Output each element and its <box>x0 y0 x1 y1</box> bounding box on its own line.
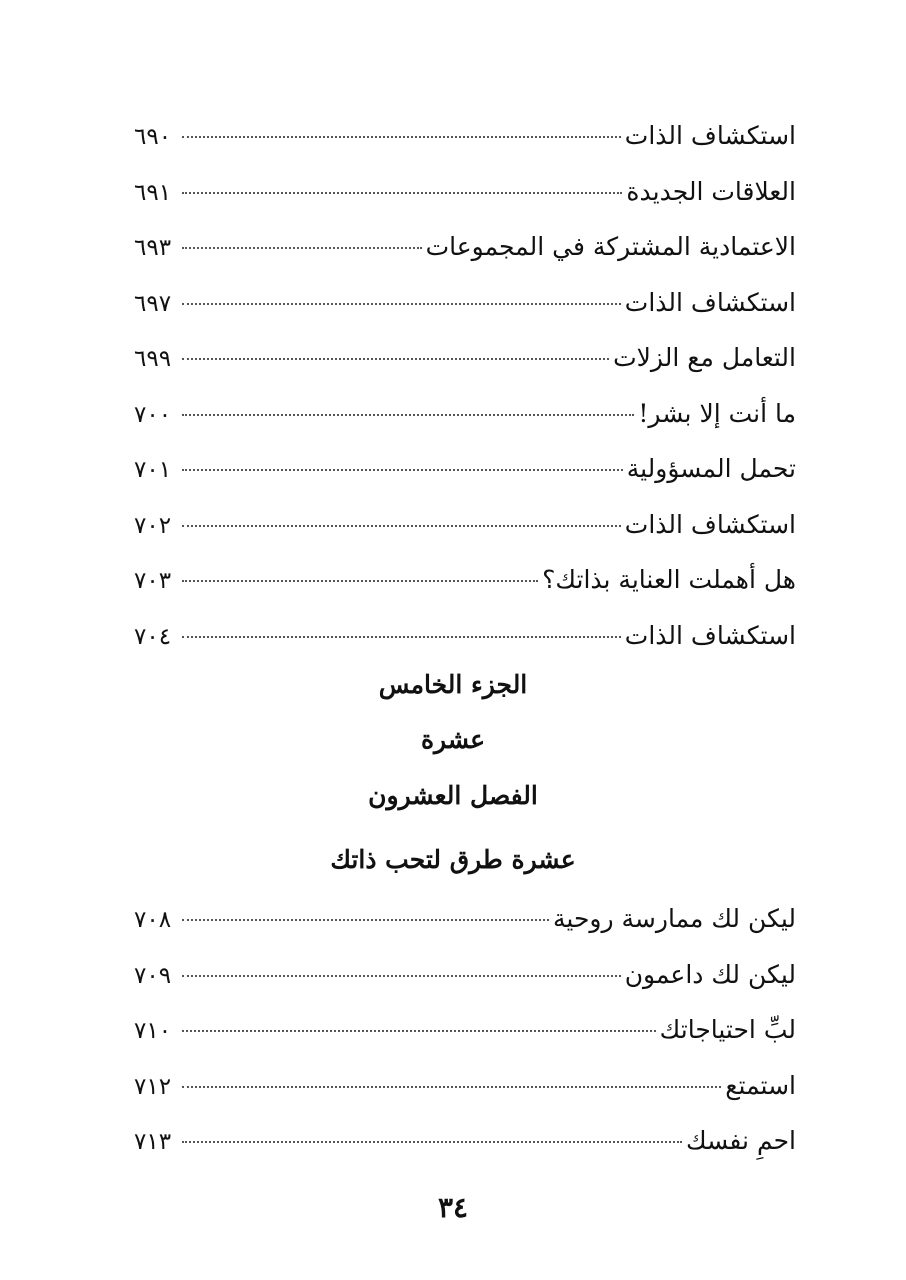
dot-leader <box>182 525 621 527</box>
toc-entry-page: ٧٠١ <box>134 457 172 483</box>
toc-entry-title: التعامل مع الزلات <box>613 343 796 372</box>
toc-entry-page: ٧٠٢ <box>134 512 172 539</box>
toc-entry <box>134 330 796 386</box>
toc-entry <box>134 891 796 947</box>
toc-entry-page: ٧١٠ <box>134 1018 172 1044</box>
toc-entry-title: لبِّ احتياجاتك <box>659 1015 796 1044</box>
dot-leader <box>182 247 422 249</box>
toc-entry-page: ٧٠٠ <box>134 401 172 428</box>
toc-entry-title: احمِ نفسك <box>686 1126 796 1155</box>
section-label: عشرة <box>420 725 486 754</box>
dot-leader <box>182 1030 656 1032</box>
toc-entry-page: ٦٩٧ <box>134 290 172 317</box>
toc-entry-title: الاعتمادية المشتركة في المجموعات <box>425 232 796 261</box>
toc-entry-title: ما أنت إلا بشر! <box>638 398 796 428</box>
toc-entry-page: ٧٠٩ <box>134 962 172 989</box>
dot-leader <box>182 303 621 305</box>
toc-entry-title: استمتع <box>725 1070 796 1100</box>
toc-entry-page: ٧٠٨ <box>134 907 172 933</box>
toc-entry <box>134 108 796 164</box>
toc-entry-page: ٦٩١ <box>134 179 172 206</box>
toc-entry-title: استكشاف الذات <box>624 287 796 317</box>
dot-leader <box>182 975 621 977</box>
toc-entry <box>134 608 796 664</box>
toc-entry <box>134 441 796 497</box>
toc-entry-title: ليكن لك داعمون <box>624 959 796 989</box>
toc-entry-page: ٦٩٣ <box>134 235 172 261</box>
toc-entry <box>134 1058 796 1114</box>
toc-entry <box>134 219 796 275</box>
toc-entry <box>134 1113 796 1169</box>
toc-entry-title: هل أهملت العناية بذاتك؟ <box>542 565 796 594</box>
dot-leader <box>182 136 621 138</box>
toc-entry-title: العلاقات الجديدة <box>626 176 796 206</box>
page-number: ٣٤ <box>437 1191 469 1224</box>
toc-entry <box>134 947 796 1003</box>
dot-leader <box>182 469 623 471</box>
chapter-heading: الفصل العشرون <box>368 781 538 810</box>
toc-entry-title: ليكن لك ممارسة روحية <box>553 904 796 933</box>
toc-entry-title: استكشاف الذات <box>624 620 796 650</box>
toc-entry <box>134 1002 796 1058</box>
toc-entry <box>134 552 796 608</box>
toc-entry <box>134 497 796 553</box>
toc-entry-page: ٧١٣ <box>134 1129 172 1155</box>
toc-entry-title: تحمل المسؤولية <box>626 454 796 483</box>
toc-entry-page: ٧٠٣ <box>134 568 172 594</box>
toc-entry <box>134 164 796 220</box>
dot-leader <box>182 358 609 360</box>
toc-entry-page: ٧٠٤ <box>134 623 172 650</box>
toc-entry-title: استكشاف الذات <box>624 509 796 539</box>
toc-entry-page: ٧١٢ <box>134 1073 172 1100</box>
table-of-contents-section-1 <box>134 108 796 663</box>
table-of-contents-section-2 <box>134 891 796 1169</box>
dot-leader <box>182 1141 682 1143</box>
dot-leader <box>182 636 621 638</box>
toc-entry-page: ٦٩٠ <box>134 124 172 150</box>
dot-leader <box>182 580 538 582</box>
toc-entry <box>134 386 796 442</box>
chapter-title: عشرة طرق لتحب ذاتك <box>330 845 576 874</box>
dot-leader <box>182 1086 721 1088</box>
part-heading: الجزء الخامس <box>378 670 528 699</box>
dot-leader <box>182 414 634 416</box>
dot-leader <box>182 192 622 194</box>
dot-leader <box>182 919 549 921</box>
toc-entry-page: ٦٩٩ <box>134 346 172 372</box>
toc-entry-title: استكشاف الذات <box>624 121 796 150</box>
toc-entry <box>134 275 796 331</box>
